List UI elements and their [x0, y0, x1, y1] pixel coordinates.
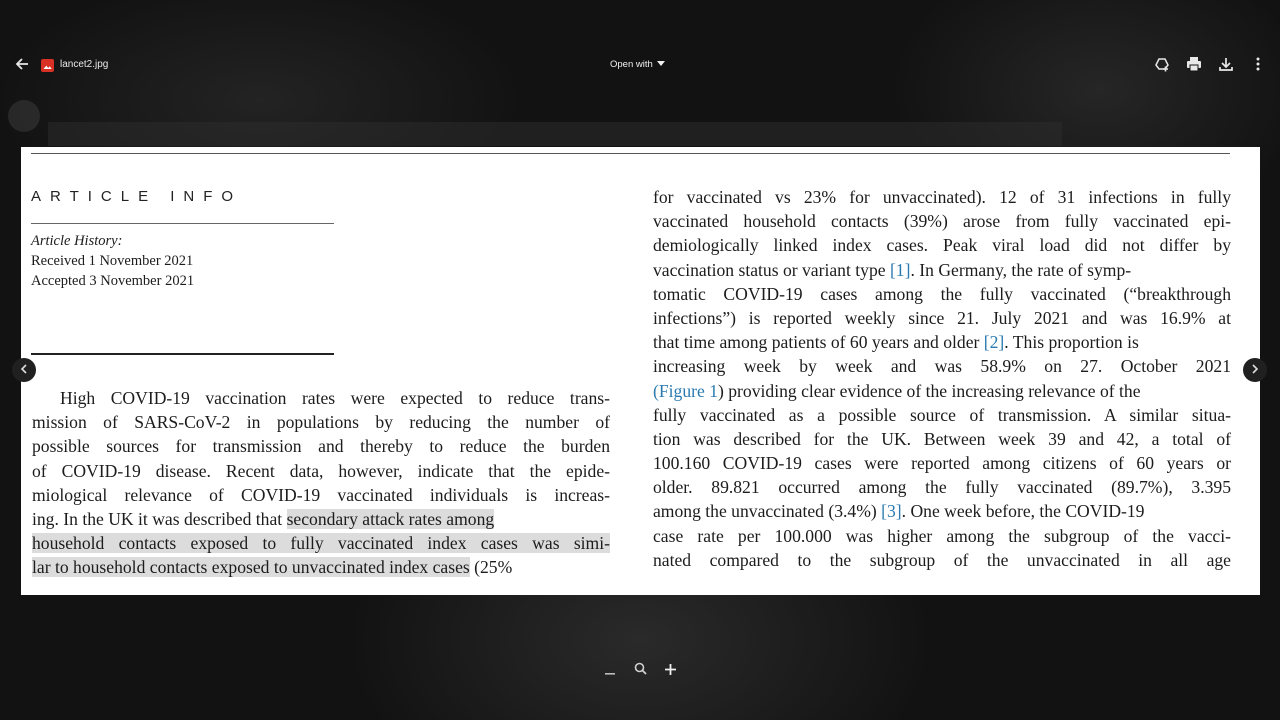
text-segment: (25%	[469, 557, 513, 578]
chevron-left-icon	[20, 361, 28, 379]
previous-file-button[interactable]	[12, 358, 36, 382]
file-name[interactable]: lancet2.jpg	[60, 59, 109, 70]
text-line	[32, 531, 610, 555]
background-toolbar-shadow	[48, 122, 1062, 146]
reference-link[interactable]: [3]	[881, 501, 902, 522]
text-line	[653, 330, 1231, 354]
highlighted-text: household contacts exposed to fully vaccinated index cases was simi-	[32, 533, 610, 554]
text-line: tomatic COVID-19 cases among the fully vaccinated (“breakthrough	[653, 283, 1231, 304]
download-button[interactable]	[1216, 56, 1236, 76]
figure-link[interactable]: Figure 1	[658, 380, 718, 401]
text-line: nated compared to the subgroup of the unvaccinated in all age	[653, 549, 1231, 570]
background-fab-shadow	[8, 100, 40, 132]
zoom-controls	[598, 660, 682, 682]
text-line: for vaccinated vs 23% for unvaccinated). 12 of 31 infections in fully	[653, 187, 1231, 207]
reference-link[interactable]: [2]	[983, 332, 1005, 353]
print-button[interactable]	[1184, 56, 1204, 76]
text-line: High COVID-19 vaccination rates were expected to reduce trans-	[60, 388, 610, 408]
text-line	[32, 507, 610, 531]
text-segment: (	[653, 380, 659, 401]
article-info-heading: ARTICLE INFO	[31, 188, 243, 205]
open-with-button[interactable]	[610, 59, 665, 70]
text-line	[653, 499, 1231, 523]
add-to-drive-button[interactable]	[1152, 56, 1172, 76]
text-line: older. 89.821 occurred among the fully vaccinated (89.7%), 3.395	[653, 477, 1231, 498]
document-image	[21, 147, 1260, 595]
highlighted-text: secondary attack rates among	[286, 508, 495, 529]
text-segment: ing. In the UK it was described that	[32, 508, 287, 529]
next-file-button[interactable]	[1243, 358, 1267, 382]
text-line: tion was described for the UK. Between week 39 and 42, a total of	[653, 428, 1231, 449]
viewer-top-bar	[0, 48, 1280, 84]
text-segment: ) providing clear evidence of the increasing relevance of the	[718, 380, 1141, 401]
zoom-in-button[interactable]	[658, 660, 682, 682]
accepted-date: Accepted 3 November 2021	[31, 273, 195, 289]
text-line	[653, 379, 1231, 403]
image-file-icon	[41, 59, 54, 72]
text-line: possible sources for transmission and thereby to reduce the burden	[32, 436, 610, 457]
highlighted-text: lar to household contacts exposed to unvaccinated index cases	[32, 557, 470, 578]
text-line: of COVID-19 disease. Recent data, however, indicate that the epide-	[32, 460, 610, 481]
text-line: 100.160 COVID-19 cases were reported among citizens of 60 years or	[653, 453, 1231, 474]
more-options-button[interactable]	[1248, 56, 1268, 76]
zoom-out-icon	[605, 662, 615, 680]
text-line	[653, 258, 1231, 282]
open-with-label: Open with	[610, 59, 653, 70]
received-date: Received 1 November 2021	[31, 253, 194, 269]
zoom-reset-button[interactable]	[628, 660, 652, 682]
arrow-left-icon	[15, 57, 29, 76]
history-rule	[31, 353, 334, 355]
download-icon	[1218, 56, 1234, 77]
text-segment: vaccination status or variant type	[653, 259, 890, 280]
right-column-text	[653, 185, 1231, 572]
text-line: demiologically linked index cases. Peak viral load did not differ by	[653, 235, 1231, 256]
top-rule	[31, 153, 1230, 154]
text-line: vaccinated household contacts (39%) arose from fully vaccinated epi-	[653, 211, 1231, 232]
text-line: mission of SARS-CoV-2 in populations by reducing the number of	[32, 412, 610, 433]
text-line: miological relevance of COVID-19 vaccinated individuals is increas-	[32, 484, 610, 505]
print-icon	[1186, 56, 1202, 77]
text-line	[32, 555, 610, 579]
back-button[interactable]	[12, 56, 32, 76]
text-segment: that time among patients of 60 years and older	[653, 332, 984, 353]
add-to-drive-icon	[1153, 55, 1171, 78]
text-segment: . One week before, the COVID-19	[901, 501, 1145, 522]
magnifier-icon	[634, 662, 647, 680]
zoom-out-button[interactable]	[598, 660, 622, 682]
zoom-in-icon	[665, 662, 676, 680]
text-line: increasing week by week and was 58.9% on 27. October 2021	[653, 356, 1231, 377]
text-segment: . In Germany, the rate of symp-	[910, 259, 1132, 280]
text-line: fully vaccinated as a possible source of transmission. A similar situa-	[653, 404, 1231, 425]
chevron-right-icon	[1251, 361, 1259, 379]
reference-link[interactable]: [1]	[889, 259, 911, 280]
text-line: case rate per 100.000 was higher among the subgroup of the vacci-	[653, 525, 1231, 546]
text-segment: . This proportion is	[1004, 332, 1139, 353]
heading-rule	[31, 223, 334, 224]
left-column-text	[32, 386, 610, 580]
article-history-title: Article History:	[31, 233, 123, 249]
caret-down-icon	[657, 59, 665, 70]
text-line: infections”) is reported weekly since 21. July 2021 and was 16.9% at	[653, 307, 1231, 328]
text-segment: among the unvaccinated (3.4%)	[653, 501, 882, 522]
more-vert-icon	[1256, 57, 1260, 76]
